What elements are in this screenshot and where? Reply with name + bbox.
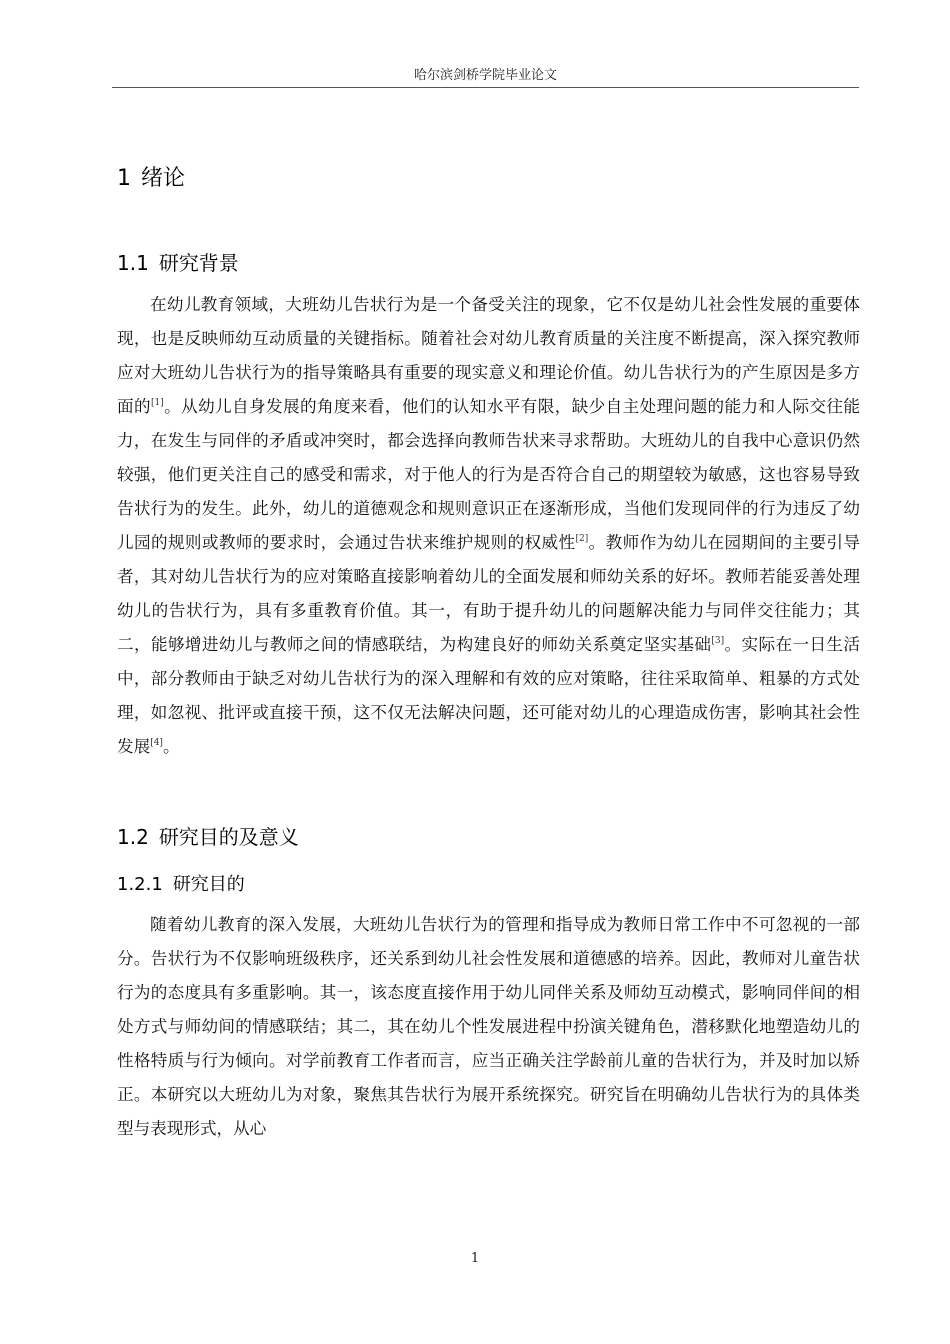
chapter-number: 1	[117, 166, 131, 191]
section-number: 1.1	[117, 251, 149, 275]
citation-ref: [4]	[150, 738, 163, 748]
page-number: 1	[470, 1251, 480, 1266]
paragraph-text: 。	[162, 737, 180, 756]
paragraph-text: 。实际在一日生活中，部分教师由于缺乏对幼儿告状行为的深入理解和有效的应对策略，往往采取简单、粗暴的方式处理，如忽视、批评或直接干预，这不仅无法解决问题，还可能对幼儿的心理造成伤害，影响其社会性发展	[117, 635, 861, 756]
citation-ref: [1]	[150, 398, 164, 408]
chapter-title: 绪论	[141, 166, 186, 191]
section-title: 研究目的及意义	[158, 825, 299, 849]
chapter-heading	[117, 164, 185, 194]
citation-ref: [3]	[711, 636, 725, 646]
section-number: 1.2	[117, 825, 149, 849]
body-paragraph-background	[117, 288, 860, 764]
body-paragraph-goal: 随着幼儿教育的深入发展，大班幼儿告状行为的管理和指导成为教师日常工作中不可忽视的一部分。告状行为不仅影响班级秩序，还关系到幼儿社会性发展和道德感的培养。因此，教师对儿童告状行为的态度具有多重影响。其一，该态度直接作用于幼儿同伴关系及师幼互动模式，影响同伴间的相处方式与师幼间的情感联结；其二，其在幼儿个性发展进程中扮演关键角色，潜移默化地塑造幼儿的性格特质与行为倾向。对学前教育工作者而言，应当正确关注学龄前儿童的告状行为，并及时加以矫正。本研究以大班幼儿为对象，聚焦其告状行为展开系统探究。研究旨在明确幼儿告状行为的具体类型与表现形式，从心	[117, 915, 860, 1138]
paragraph-text: 在幼儿教育领域，大班幼儿告状行为是一个备受关注的现象，它不仅是幼儿社会性发展的重要体现，也是反映师幼互动质量的关键指标。随着社会对幼儿教育质量的关注度不断提高，深入探究教师应对大班幼儿告状行为的指导策略具有重要的现实意义和理论价值。幼儿告状行为的产生原因是多方面的	[117, 295, 860, 416]
section-heading-purpose	[117, 823, 299, 851]
paragraph-text: 。从幼儿自身发展的角度来看，他们的认知水平有限，缺少自主处理问题的能力和人际交往能力，在发生与同伴的矛盾或冲突时，都会选择向教师告状来寻求帮助。大班幼儿的自我中心意识仍然较强，他们更关注自己的感受和需求，对于他人的行为是否符合自己的期望较为敏感，这也容易导致告状行为的发生。此外，幼儿的道德观念和规则意识正在逐渐形成，当他们发现同伴的行为违反了幼儿园的规则或教师的要求时，会通过告状来维护规则的权威性	[117, 397, 861, 552]
section-heading-background	[117, 249, 239, 277]
subsection-title: 研究目的	[172, 874, 245, 895]
running-header: 哈尔滨剑桥学院毕业论文	[413, 68, 557, 83]
paragraph-text: 。教师作为幼儿在园期间的主要引导者，其对幼儿告状行为的应对策略直接影响着幼儿的全面发展和师幼关系的好坏。教师若能妥善处理幼儿的告状行为，具有多重教育价值。其一，有助于提升幼儿的问题解决能力与同伴交往能力；其二，能够增进幼儿与教师之间的情感联结，为构建良好的师幼关系奠定坚实基础	[117, 533, 861, 654]
subsection-number: 1.2.1	[117, 874, 163, 895]
header-divider	[112, 87, 859, 88]
citation-ref: [2]	[575, 534, 589, 544]
subsection-heading-goal	[117, 872, 245, 898]
section-title: 研究背景	[158, 251, 239, 275]
